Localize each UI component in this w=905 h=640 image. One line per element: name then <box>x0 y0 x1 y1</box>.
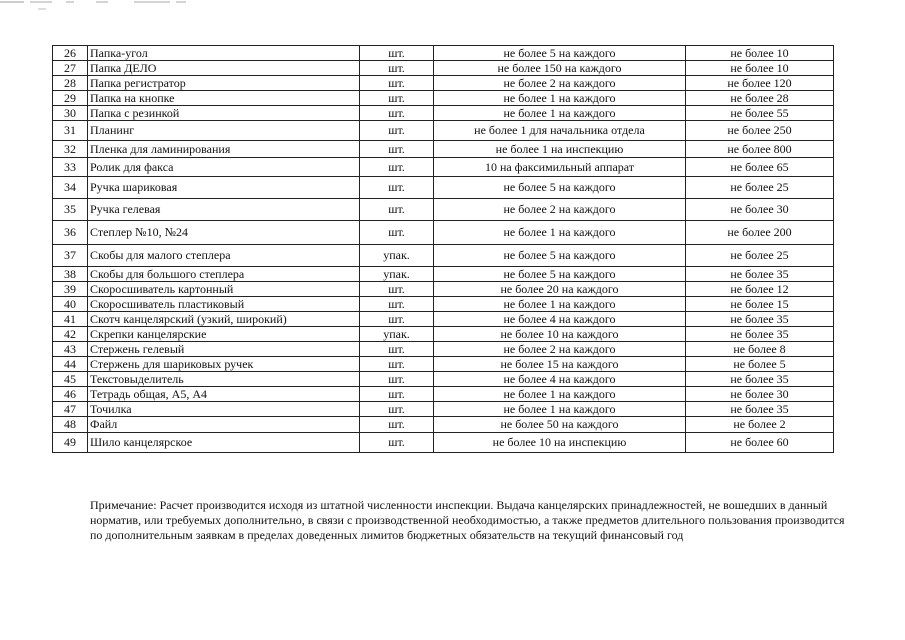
row-number: 36 <box>53 221 88 245</box>
limit-cell: не более 10 <box>686 46 834 61</box>
unit-cell: шт. <box>360 417 434 433</box>
item-name: Папка-угол <box>88 46 360 61</box>
unit-cell: шт. <box>360 342 434 357</box>
item-name: Планинг <box>88 121 360 141</box>
norm-cell: не более 2 на каждого <box>434 76 686 91</box>
item-name: Скотч канцелярский (узкий, широкий) <box>88 312 360 327</box>
row-number: 39 <box>53 282 88 297</box>
row-number: 48 <box>53 417 88 433</box>
norm-cell: не более 150 на каждого <box>434 61 686 76</box>
row-number: 42 <box>53 327 88 342</box>
norm-cell: не более 15 на каждого <box>434 357 686 372</box>
table-row <box>53 387 834 402</box>
norm-cell: не более 20 на каждого <box>434 282 686 297</box>
table-row <box>53 312 834 327</box>
item-name: Папка регистратор <box>88 76 360 91</box>
norm-cell: не более 5 на каждого <box>434 245 686 267</box>
item-name: Тетрадь общая, А5, А4 <box>88 387 360 402</box>
table-row <box>53 297 834 312</box>
limit-cell: не более 55 <box>686 106 834 121</box>
norm-cell: не более 1 на каждого <box>434 297 686 312</box>
scan-artifact-marks <box>0 0 200 14</box>
item-name: Скрепки канцелярские <box>88 327 360 342</box>
norm-cell: не более 1 на каждого <box>434 387 686 402</box>
row-number: 34 <box>53 177 88 199</box>
table-row <box>53 372 834 387</box>
table-row <box>53 342 834 357</box>
norm-cell: не более 1 на каждого <box>434 91 686 106</box>
norm-cell: не более 1 на инспекцию <box>434 141 686 158</box>
limit-cell: не более 35 <box>686 312 834 327</box>
table-body <box>53 46 834 453</box>
item-name: Текстовыделитель <box>88 372 360 387</box>
unit-cell: шт. <box>360 433 434 453</box>
table-row <box>53 158 834 177</box>
item-name: Стержень для шариковых ручек <box>88 357 360 372</box>
unit-cell: упак. <box>360 245 434 267</box>
limit-cell: не более 30 <box>686 387 834 402</box>
norm-cell: не более 4 на каждого <box>434 312 686 327</box>
item-name: Ручка гелевая <box>88 199 360 221</box>
norm-cell: не более 4 на каждого <box>434 372 686 387</box>
limit-cell: не более 5 <box>686 357 834 372</box>
item-name: Шило канцелярское <box>88 433 360 453</box>
table-row <box>53 402 834 417</box>
table-row <box>53 267 834 282</box>
norm-cell: не более 2 на каждого <box>434 199 686 221</box>
row-number: 26 <box>53 46 88 61</box>
item-name: Папка ДЕЛО <box>88 61 360 76</box>
limit-cell: не более 800 <box>686 141 834 158</box>
table-row <box>53 61 834 76</box>
item-name: Стержень гелевый <box>88 342 360 357</box>
unit-cell: шт. <box>360 387 434 402</box>
limit-cell: не более 8 <box>686 342 834 357</box>
row-number: 47 <box>53 402 88 417</box>
limit-cell: не более 28 <box>686 91 834 106</box>
limit-cell: не более 60 <box>686 433 834 453</box>
limit-cell: не более 65 <box>686 158 834 177</box>
table-row <box>53 76 834 91</box>
norm-cell: не более 5 на каждого <box>434 267 686 282</box>
item-name: Скоросшиватель пластиковый <box>88 297 360 312</box>
limit-cell: не более 250 <box>686 121 834 141</box>
limit-cell: не более 120 <box>686 76 834 91</box>
table-row <box>53 357 834 372</box>
norm-cell: не более 50 на каждого <box>434 417 686 433</box>
row-number: 49 <box>53 433 88 453</box>
norm-cell: 10 на факсимильный аппарат <box>434 158 686 177</box>
row-number: 30 <box>53 106 88 121</box>
norms-table <box>52 45 834 453</box>
norm-cell: не более 1 на каждого <box>434 221 686 245</box>
limit-cell: не более 12 <box>686 282 834 297</box>
unit-cell: шт. <box>360 297 434 312</box>
item-name: Точилка <box>88 402 360 417</box>
limit-cell: не более 35 <box>686 372 834 387</box>
row-number: 28 <box>53 76 88 91</box>
row-number: 33 <box>53 158 88 177</box>
table-row <box>53 121 834 141</box>
row-number: 37 <box>53 245 88 267</box>
limit-cell: не более 15 <box>686 297 834 312</box>
table-row <box>53 327 834 342</box>
table-row <box>53 199 834 221</box>
limit-cell: не более 35 <box>686 402 834 417</box>
table-row <box>53 433 834 453</box>
row-number: 44 <box>53 357 88 372</box>
row-number: 38 <box>53 267 88 282</box>
limit-cell: не более 25 <box>686 177 834 199</box>
limit-cell: не более 35 <box>686 267 834 282</box>
item-name: Ролик для факса <box>88 158 360 177</box>
item-name: Скоросшиватель картонный <box>88 282 360 297</box>
row-number: 45 <box>53 372 88 387</box>
norm-cell: не более 1 для начальника отдела <box>434 121 686 141</box>
unit-cell: шт. <box>360 106 434 121</box>
item-name: Степлер №10, №24 <box>88 221 360 245</box>
unit-cell: шт. <box>360 46 434 61</box>
unit-cell: шт. <box>360 121 434 141</box>
unit-cell: упак. <box>360 267 434 282</box>
table-row <box>53 282 834 297</box>
norm-cell: не более 1 на каждого <box>434 106 686 121</box>
unit-cell: шт. <box>360 282 434 297</box>
limit-cell: не более 10 <box>686 61 834 76</box>
unit-cell: шт. <box>360 91 434 106</box>
unit-cell: шт. <box>360 221 434 245</box>
unit-cell: шт. <box>360 141 434 158</box>
row-number: 43 <box>53 342 88 357</box>
row-number: 29 <box>53 91 88 106</box>
unit-cell: шт. <box>360 76 434 91</box>
norm-cell: не более 5 на каждого <box>434 177 686 199</box>
limit-cell: не более 35 <box>686 327 834 342</box>
unit-cell: упак. <box>360 327 434 342</box>
norm-cell: не более 5 на каждого <box>434 46 686 61</box>
limit-cell: не более 200 <box>686 221 834 245</box>
unit-cell: шт. <box>360 199 434 221</box>
table-row <box>53 245 834 267</box>
item-name: Файл <box>88 417 360 433</box>
unit-cell: шт. <box>360 158 434 177</box>
item-name: Ручка шариковая <box>88 177 360 199</box>
row-number: 35 <box>53 199 88 221</box>
footnote-note: Примечание: Расчет производится исходя из штатной численности инспекции. Выдача канцелярских принадлежностей, не вошедших в данный норматив, или требуемых дополнительно, в связи с производственной необходимостью, а также предметов длительного пользования производится по дополнительным заявкам в пределах доведенных лимитов бюджетных обязательств на текущий финансовый год <box>90 498 845 542</box>
unit-cell: шт. <box>360 177 434 199</box>
norm-cell: не более 2 на каждого <box>434 342 686 357</box>
limit-cell: не более 30 <box>686 199 834 221</box>
item-name: Скобы для малого степлера <box>88 245 360 267</box>
limit-cell: не более 2 <box>686 417 834 433</box>
row-number: 46 <box>53 387 88 402</box>
norm-cell: не более 10 на каждого <box>434 327 686 342</box>
norm-cell: не более 1 на каждого <box>434 402 686 417</box>
table-row <box>53 177 834 199</box>
item-name: Папка на кнопке <box>88 91 360 106</box>
table-row <box>53 46 834 61</box>
row-number: 27 <box>53 61 88 76</box>
row-number: 32 <box>53 141 88 158</box>
unit-cell: шт. <box>360 372 434 387</box>
table-row <box>53 106 834 121</box>
table-row <box>53 417 834 433</box>
item-name: Пленка для ламинирования <box>88 141 360 158</box>
row-number: 40 <box>53 297 88 312</box>
table-row <box>53 91 834 106</box>
item-name: Скобы для большого степлера <box>88 267 360 282</box>
row-number: 31 <box>53 121 88 141</box>
unit-cell: шт. <box>360 402 434 417</box>
norm-cell: не более 10 на инспекцию <box>434 433 686 453</box>
unit-cell: шт. <box>360 357 434 372</box>
unit-cell: шт. <box>360 312 434 327</box>
unit-cell: шт. <box>360 61 434 76</box>
table-row <box>53 221 834 245</box>
row-number: 41 <box>53 312 88 327</box>
item-name: Папка с резинкой <box>88 106 360 121</box>
table-row <box>53 141 834 158</box>
limit-cell: не более 25 <box>686 245 834 267</box>
